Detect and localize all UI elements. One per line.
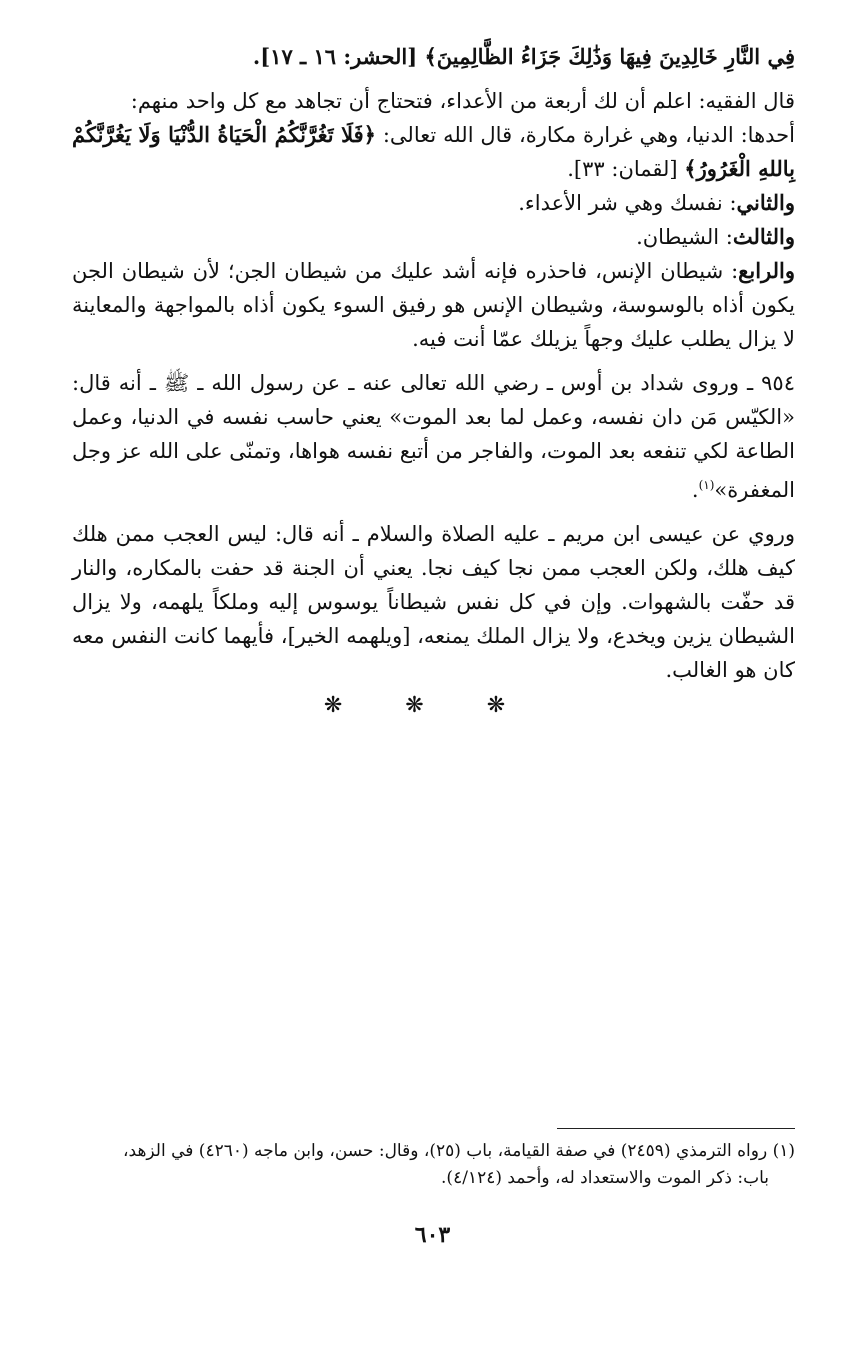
section-separator: ❋ ❋ ❋ bbox=[323, 693, 534, 718]
luqman-reference: [لقمان: ٣٣]. bbox=[567, 157, 685, 181]
footnote-divider bbox=[557, 1128, 795, 1129]
quran-verse-hashr: فِي النَّارِ خَالِدِينَ فِيهَا وَذَٰلِكَ جَزَاءُ الظَّالِمِينَ﴾ [الحشر: ١٦ ـ ١٧]. bbox=[252, 44, 795, 69]
main-text bbox=[72, 40, 795, 718]
paragraph-hadith-954 bbox=[72, 366, 795, 507]
paragraph-first-enemy bbox=[72, 118, 795, 186]
hadith-954-text: ٩٥٤ ـ وروى شداد بن أوس ـ رضي الله تعالى عنه ـ عن رسول الله ـ ﷺ ـ أنه قال: «الكيّس مَن دان نفسه، وعمل لما بعد الموت» يعني حاسب نفسه في الدنيا، وعمل الطاعة لكي تنفعه بعد الموت، والفاجر من أتبع نفسه هواها، وتمنّى على الله عز وجل المغفرة» bbox=[72, 371, 795, 502]
footnote-marker: (١) bbox=[698, 478, 715, 492]
second-enemy-text: : نفسك وهي شر الأعداء. bbox=[518, 191, 737, 215]
fourth-enemy-label: والرابع bbox=[738, 258, 795, 283]
second-enemy-label: والثاني bbox=[736, 190, 795, 215]
footnote-1-line-1: (١) رواه الترمذي (٢٤٥٩) في صفة القيامة، باب (٢٥)، وقال: حسن، وابن ماجه (٤٢٦٠) في الزهد، bbox=[123, 1141, 795, 1161]
first-enemy-text: أحدها: الدنيا، وهي غرارة مكارة، قال الله تعالى: bbox=[375, 123, 795, 147]
paragraph-second-enemy bbox=[72, 186, 795, 220]
page-number: ٦٠٣ bbox=[414, 1222, 451, 1248]
footnote-1-line-2: باب: ذكر الموت والاستعداد له، وأحمد (٤/١٢٤). bbox=[441, 1168, 769, 1188]
third-enemy-label: والثالث bbox=[732, 224, 795, 249]
quran-verse-luqman: ﴿فَلَا تَغُرَّنَّكُمُ الْحَيَاةُ الدُّنْيَا وَلَا يَغُرَّنَّكُمْ بِاللهِ الْغَرُورُ﴾ bbox=[72, 122, 795, 181]
paragraph-faqih: قال الفقيه: اعلم أن لك أربعة من الأعداء، فتحتاج أن تجاهد مع كل واحد منهم: bbox=[130, 89, 795, 113]
footnotes bbox=[60, 1138, 795, 1192]
paragraph-third-enemy bbox=[72, 220, 795, 254]
hadith-954-end: . bbox=[691, 478, 699, 502]
fourth-enemy-text: : شيطان الإنس، فاحذره فإنه أشد عليك من شيطان الجن؛ لأن شيطان الجن يكون أذاه بالوسوسة، وشيطان الإنس هو رفيق السوء يكون أذاه بالمواجهة والمعاينة لا يزال يطلب عليك وجهاً يزيلك عمّا أنت فيه. bbox=[72, 259, 795, 351]
paragraph-fourth-enemy bbox=[72, 254, 795, 356]
paragraph-isa: وروي عن عيسى ابن مريم ـ عليه الصلاة والسلام ـ أنه قال: ليس العجب ممن هلك كيف هلك، ولكن العجب ممن نجا كيف نجا. يعني أن الجنة قد حفت بالمكاره، والنار قد حفّت بالشهوات. وإن في كل نفس شيطاناً يوسوس إليه وملكاً يلهمه، ولا يزال الشيطان يزين ويخدع، ولا يزال الملك يمنعه، [ويلهمه الخير]، فأيهما كانت النفس معه كان هو الغالب. bbox=[72, 522, 795, 682]
third-enemy-text: : الشيطان. bbox=[636, 225, 733, 249]
